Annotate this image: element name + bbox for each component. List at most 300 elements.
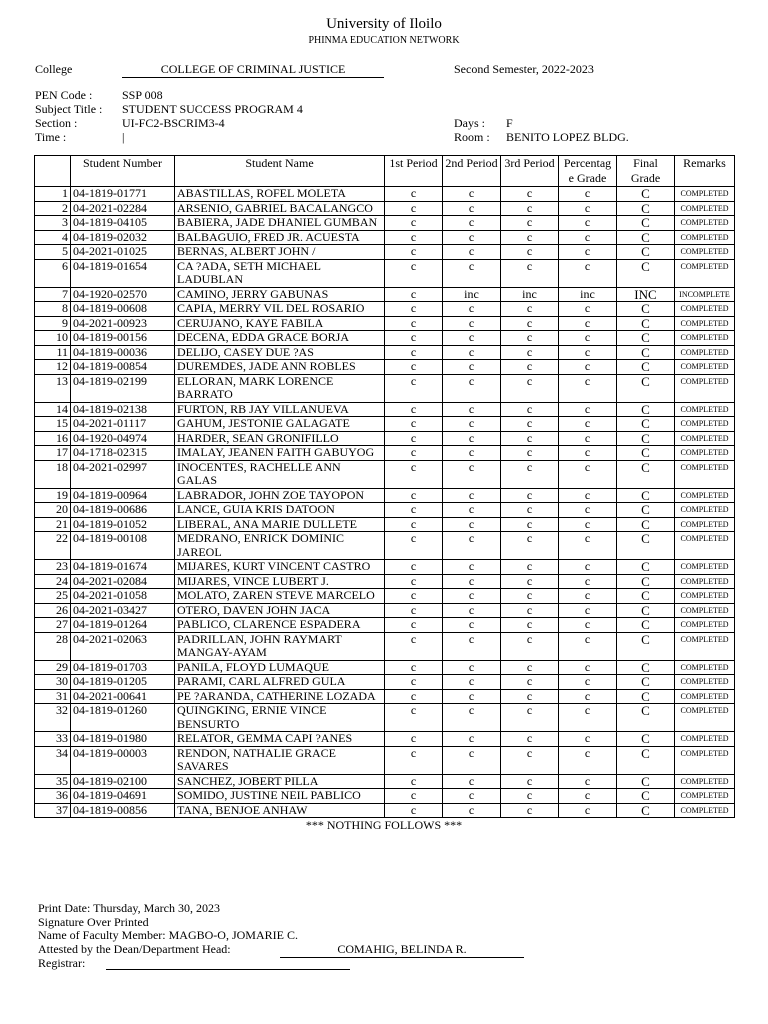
final-grade-cell: C (617, 560, 675, 575)
first-period-cell: c (385, 287, 443, 302)
row-number-cell: 11 (35, 345, 71, 360)
col-header-student-name: Student Name (175, 156, 385, 187)
remarks-cell: COMPLETED (675, 789, 735, 804)
third-period-cell: inc (501, 287, 559, 302)
first-period-cell: c (385, 517, 443, 532)
college-label: College (35, 62, 73, 76)
remarks-cell: COMPLETED (675, 331, 735, 346)
second-period-cell: c (443, 417, 501, 432)
first-period-cell: c (385, 803, 443, 818)
remarks-cell: COMPLETED (675, 374, 735, 402)
percentage-grade-cell: c (559, 574, 617, 589)
student-name-cell: MIJARES, KURT VINCENT CASTRO (175, 560, 385, 575)
final-grade-cell: C (617, 517, 675, 532)
percentage-grade-cell: c (559, 431, 617, 446)
table-row (35, 517, 735, 532)
first-period-cell: c (385, 704, 443, 732)
student-number-cell: 04-1819-01264 (71, 618, 175, 633)
col-header-percentage-grade: Percentag e Grade (559, 156, 617, 187)
row-number-cell: 34 (35, 746, 71, 774)
student-name-cell: FURTON, RB JAY VILLANUEVA (175, 402, 385, 417)
remarks-cell: COMPLETED (675, 618, 735, 633)
third-period-cell: c (501, 774, 559, 789)
percentage-grade-cell: c (559, 446, 617, 461)
final-grade-cell: C (617, 187, 675, 202)
third-period-cell: c (501, 345, 559, 360)
first-period-cell: c (385, 488, 443, 503)
row-number-cell: 25 (35, 589, 71, 604)
remarks-cell: COMPLETED (675, 431, 735, 446)
table-row (35, 746, 735, 774)
student-number-cell: 04-1819-02100 (71, 774, 175, 789)
first-period-cell: c (385, 417, 443, 432)
student-number-cell: 04-1819-00856 (71, 803, 175, 818)
student-name-cell: MEDRANO, ENRICK DOMINIC JAREOL (175, 532, 385, 560)
student-name-cell: IMALAY, JEANEN FAITH GABUYOG (175, 446, 385, 461)
student-name-cell: OTERO, DAVEN JOHN JACA (175, 603, 385, 618)
second-period-cell: c (443, 675, 501, 690)
remarks-cell: COMPLETED (675, 230, 735, 245)
student-name-cell: SANCHEZ, JOBERT PILLA (175, 774, 385, 789)
first-period-cell: c (385, 446, 443, 461)
table-row (35, 574, 735, 589)
student-name-cell: GAHUM, JESTONIE GALAGATE (175, 417, 385, 432)
final-grade-cell: C (617, 789, 675, 804)
first-period-cell: c (385, 460, 443, 488)
student-number-cell: 04-1819-01052 (71, 517, 175, 532)
third-period-cell: c (501, 660, 559, 675)
student-number-cell: 04-2021-02284 (71, 201, 175, 216)
row-number-cell: 4 (35, 230, 71, 245)
student-number-cell: 04-1819-04691 (71, 789, 175, 804)
percentage-grade-cell: c (559, 230, 617, 245)
student-number-cell: 04-1920-02570 (71, 287, 175, 302)
nothing-follows: *** NOTHING FOLLOWS *** (305, 818, 463, 832)
first-period-cell: c (385, 216, 443, 231)
col-header-remarks: Remarks (675, 156, 735, 187)
third-period-cell: c (501, 560, 559, 575)
days: F (506, 116, 513, 130)
third-period-cell: c (501, 689, 559, 704)
first-period-cell: c (385, 532, 443, 560)
table-row (35, 417, 735, 432)
second-period-cell: c (443, 302, 501, 317)
table-row (35, 660, 735, 675)
second-period-cell: c (443, 632, 501, 660)
table-row (35, 374, 735, 402)
col-header-1st-period: 1st Period (385, 156, 443, 187)
row-number-cell: 29 (35, 660, 71, 675)
student-name-cell: LIBERAL, ANA MARIE DULLETE (175, 517, 385, 532)
second-period-cell: c (443, 704, 501, 732)
first-period-cell: c (385, 360, 443, 375)
second-period-cell: c (443, 245, 501, 260)
remarks-cell: COMPLETED (675, 603, 735, 618)
row-number-cell: 15 (35, 417, 71, 432)
room-label: Room : (454, 130, 490, 144)
student-name-cell: BERNAS, ALBERT JOHN / (175, 245, 385, 260)
third-period-cell: c (501, 460, 559, 488)
print-date: Print Date: Thursday, March 30, 2023 (38, 901, 220, 915)
second-period-cell: c (443, 460, 501, 488)
second-period-cell: c (443, 746, 501, 774)
remarks-cell: COMPLETED (675, 302, 735, 317)
percentage-grade-cell: c (559, 360, 617, 375)
row-number-cell: 8 (35, 302, 71, 317)
second-period-cell: c (443, 503, 501, 518)
final-grade-cell: C (617, 660, 675, 675)
student-number-cell: 04-1819-01654 (71, 259, 175, 287)
first-period-cell: c (385, 331, 443, 346)
first-period-cell: c (385, 574, 443, 589)
final-grade-cell: C (617, 201, 675, 216)
final-grade-cell: C (617, 732, 675, 747)
student-number-cell: 04-1819-00608 (71, 302, 175, 317)
percentage-grade-cell: c (559, 732, 617, 747)
table-row (35, 302, 735, 317)
student-name-cell: MOLATO, ZAREN STEVE MARCELO (175, 589, 385, 604)
row-number-cell: 37 (35, 803, 71, 818)
second-period-cell: c (443, 618, 501, 633)
remarks-cell: COMPLETED (675, 216, 735, 231)
percentage-grade-cell: c (559, 417, 617, 432)
row-number-cell: 1 (35, 187, 71, 202)
first-period-cell: c (385, 402, 443, 417)
table-row (35, 488, 735, 503)
student-number-cell: 04-2021-02063 (71, 632, 175, 660)
time: | (122, 130, 125, 144)
student-number-cell: 04-1819-00686 (71, 503, 175, 518)
final-grade-cell: C (617, 216, 675, 231)
first-period-cell: c (385, 632, 443, 660)
remarks-cell: COMPLETED (675, 460, 735, 488)
student-name-cell: PADRILLAN, JOHN RAYMART MANGAY-AYAM (175, 632, 385, 660)
third-period-cell: c (501, 632, 559, 660)
faculty-name: Name of Faculty Member: MAGBO-O, JOMARIE C. (38, 928, 298, 942)
remarks-cell: COMPLETED (675, 746, 735, 774)
second-period-cell: c (443, 732, 501, 747)
student-number-cell: 04-2021-02084 (71, 574, 175, 589)
second-period-cell: c (443, 689, 501, 704)
remarks-cell: COMPLETED (675, 345, 735, 360)
student-name-cell: CA ?ADA, SETH MICHAEL LADUBLAN (175, 259, 385, 287)
percentage-grade-cell: c (559, 488, 617, 503)
second-period-cell: c (443, 230, 501, 245)
table-row (35, 589, 735, 604)
first-period-cell: c (385, 589, 443, 604)
student-name-cell: BABIERA, JADE DHANIEL GUMBAN (175, 216, 385, 231)
row-number-cell: 17 (35, 446, 71, 461)
first-period-cell: c (385, 245, 443, 260)
final-grade-cell: C (617, 259, 675, 287)
final-grade-cell: C (617, 316, 675, 331)
third-period-cell: c (501, 603, 559, 618)
first-period-cell: c (385, 316, 443, 331)
row-number-cell: 18 (35, 460, 71, 488)
table-row (35, 316, 735, 331)
semester: Second Semester, 2022-2023 (454, 62, 594, 76)
third-period-cell: c (501, 216, 559, 231)
percentage-grade-cell: c (559, 245, 617, 260)
row-number-cell: 6 (35, 259, 71, 287)
second-period-cell: c (443, 660, 501, 675)
pen-code-label: PEN Code : (35, 88, 93, 102)
second-period-cell: c (443, 560, 501, 575)
section: UI-FC2-BSCRIM3-4 (122, 116, 225, 130)
percentage-grade-cell: c (559, 689, 617, 704)
percentage-grade-cell: c (559, 603, 617, 618)
grades-table (34, 155, 735, 818)
first-period-cell: c (385, 201, 443, 216)
row-number-cell: 19 (35, 488, 71, 503)
table-row (35, 345, 735, 360)
row-number-cell: 28 (35, 632, 71, 660)
university-title: University of Iloilo (326, 16, 442, 32)
third-period-cell: c (501, 446, 559, 461)
second-period-cell: c (443, 803, 501, 818)
section-label: Section : (35, 116, 78, 130)
final-grade-cell: C (617, 431, 675, 446)
remarks-cell: COMPLETED (675, 360, 735, 375)
table-row (35, 618, 735, 633)
third-period-cell: c (501, 201, 559, 216)
row-number-cell: 32 (35, 704, 71, 732)
third-period-cell: c (501, 675, 559, 690)
percentage-grade-cell: c (559, 618, 617, 633)
percentage-grade-cell: c (559, 517, 617, 532)
final-grade-cell: C (617, 618, 675, 633)
remarks-cell: COMPLETED (675, 402, 735, 417)
final-grade-cell: INC (617, 287, 675, 302)
table-row (35, 245, 735, 260)
remarks-cell: COMPLETED (675, 532, 735, 560)
col-header-final-grade: Final Grade (617, 156, 675, 187)
student-name-cell: QUINGKING, ERNIE VINCE BENSURTO (175, 704, 385, 732)
second-period-cell: c (443, 774, 501, 789)
student-name-cell: PE ?ARANDA, CATHERINE LOZADA (175, 689, 385, 704)
col-header-3rd-period: 3rd Period (501, 156, 559, 187)
student-number-cell: 04-1819-01260 (71, 704, 175, 732)
final-grade-cell: C (617, 402, 675, 417)
row-number-cell: 21 (35, 517, 71, 532)
row-number-cell: 33 (35, 732, 71, 747)
room: BENITO LOPEZ BLDG. (506, 130, 629, 144)
pen-code: SSP 008 (122, 88, 163, 102)
time-label: Time : (35, 130, 67, 144)
percentage-grade-cell: c (559, 302, 617, 317)
row-number-cell: 2 (35, 201, 71, 216)
first-period-cell: c (385, 560, 443, 575)
table-row (35, 460, 735, 488)
days-label: Days : (454, 116, 485, 130)
student-number-cell: 04-1819-01980 (71, 732, 175, 747)
percentage-grade-cell: c (559, 345, 617, 360)
table-row (35, 675, 735, 690)
table-row (35, 732, 735, 747)
third-period-cell: c (501, 316, 559, 331)
third-period-cell: c (501, 574, 559, 589)
table-row (35, 187, 735, 202)
remarks-cell: COMPLETED (675, 574, 735, 589)
student-number-cell: 04-2021-01117 (71, 417, 175, 432)
student-number-cell: 04-2021-02997 (71, 460, 175, 488)
student-name-cell: TANA, BENJOE ANHAW (175, 803, 385, 818)
table-row (35, 603, 735, 618)
table-row (35, 632, 735, 660)
final-grade-cell: C (617, 245, 675, 260)
percentage-grade-cell: c (559, 374, 617, 402)
student-number-cell: 04-2021-01025 (71, 245, 175, 260)
remarks-cell: COMPLETED (675, 704, 735, 732)
student-number-cell: 04-1819-02199 (71, 374, 175, 402)
percentage-grade-cell: c (559, 746, 617, 774)
student-name-cell: SOMIDO, JUSTINE NEIL PABLICO (175, 789, 385, 804)
table-row (35, 230, 735, 245)
row-number-cell: 23 (35, 560, 71, 575)
percentage-grade-cell: inc (559, 287, 617, 302)
row-number-cell: 31 (35, 689, 71, 704)
first-period-cell: c (385, 746, 443, 774)
student-number-cell: 04-1819-00854 (71, 360, 175, 375)
final-grade-cell: C (617, 589, 675, 604)
first-period-cell: c (385, 689, 443, 704)
student-number-cell: 04-1819-00003 (71, 746, 175, 774)
final-grade-cell: C (617, 230, 675, 245)
final-grade-cell: C (617, 632, 675, 660)
first-period-cell: c (385, 374, 443, 402)
subject-title-label: Subject Title : (35, 102, 103, 116)
second-period-cell: c (443, 187, 501, 202)
third-period-cell: c (501, 417, 559, 432)
final-grade-cell: C (617, 488, 675, 503)
second-period-cell: c (443, 789, 501, 804)
student-number-cell: 04-2021-00641 (71, 689, 175, 704)
remarks-cell: INCOMPLETE (675, 287, 735, 302)
row-number-cell: 24 (35, 574, 71, 589)
col-header-number (35, 156, 71, 187)
table-row (35, 503, 735, 518)
table-row (35, 704, 735, 732)
percentage-grade-cell: c (559, 532, 617, 560)
percentage-grade-cell: c (559, 675, 617, 690)
final-grade-cell: C (617, 460, 675, 488)
second-period-cell: c (443, 201, 501, 216)
network-subtitle: PHINMA EDUCATION NETWORK (308, 35, 460, 46)
remarks-cell: COMPLETED (675, 675, 735, 690)
first-period-cell: c (385, 302, 443, 317)
remarks-cell: COMPLETED (675, 417, 735, 432)
row-number-cell: 12 (35, 360, 71, 375)
second-period-cell: inc (443, 287, 501, 302)
signature-caption: Signature Over Printed (38, 915, 149, 929)
row-number-cell: 35 (35, 774, 71, 789)
student-name-cell: DUREMDES, JADE ANN ROBLES (175, 360, 385, 375)
first-period-cell: c (385, 503, 443, 518)
final-grade-cell: C (617, 302, 675, 317)
student-name-cell: ELLORAN, MARK LORENCE BARRATO (175, 374, 385, 402)
student-name-cell: CERUJANO, KAYE FABILA (175, 316, 385, 331)
student-name-cell: MIJARES, VINCE LUBERT J. (175, 574, 385, 589)
percentage-grade-cell: c (559, 187, 617, 202)
third-period-cell: c (501, 431, 559, 446)
final-grade-cell: C (617, 532, 675, 560)
percentage-grade-cell: c (559, 316, 617, 331)
third-period-cell: c (501, 187, 559, 202)
first-period-cell: c (385, 774, 443, 789)
student-number-cell: 04-1920-04974 (71, 431, 175, 446)
remarks-cell: COMPLETED (675, 803, 735, 818)
final-grade-cell: C (617, 374, 675, 402)
remarks-cell: COMPLETED (675, 589, 735, 604)
row-number-cell: 5 (35, 245, 71, 260)
first-period-cell: c (385, 345, 443, 360)
table-body (35, 187, 735, 818)
third-period-cell: c (501, 230, 559, 245)
final-grade-cell: C (617, 689, 675, 704)
student-name-cell: DELIJO, CASEY DUE ?AS (175, 345, 385, 360)
second-period-cell: c (443, 345, 501, 360)
registrar-signature-line (106, 956, 350, 970)
final-grade-cell: C (617, 345, 675, 360)
percentage-grade-cell: c (559, 589, 617, 604)
final-grade-cell: C (617, 446, 675, 461)
row-number-cell: 22 (35, 532, 71, 560)
percentage-grade-cell: c (559, 789, 617, 804)
final-grade-cell: C (617, 746, 675, 774)
third-period-cell: c (501, 746, 559, 774)
student-name-cell: LANCE, GUIA KRIS DATOON (175, 503, 385, 518)
student-name-cell: BALBAGUIO, FRED JR. ACUESTA (175, 230, 385, 245)
student-name-cell: RELATOR, GEMMA CAPI ?ANES (175, 732, 385, 747)
remarks-cell: COMPLETED (675, 446, 735, 461)
final-grade-cell: C (617, 503, 675, 518)
third-period-cell: c (501, 803, 559, 818)
first-period-cell: c (385, 230, 443, 245)
table-row (35, 360, 735, 375)
student-number-cell: 04-1819-01703 (71, 660, 175, 675)
final-grade-cell: C (617, 417, 675, 432)
student-name-cell: CAPIA, MERRY VIL DEL ROSARIO (175, 302, 385, 317)
student-name-cell: PANILA, FLOYD LUMAQUE (175, 660, 385, 675)
third-period-cell: c (501, 532, 559, 560)
student-name-cell: INOCENTES, RACHELLE ANN GALAS (175, 460, 385, 488)
second-period-cell: c (443, 402, 501, 417)
table-row (35, 287, 735, 302)
college-name: COLLEGE OF CRIMINAL JUSTICE (122, 62, 384, 78)
percentage-grade-cell: c (559, 660, 617, 675)
col-header-2nd-period: 2nd Period (443, 156, 501, 187)
percentage-grade-cell: c (559, 259, 617, 287)
final-grade-cell: C (617, 331, 675, 346)
student-number-cell: 04-2021-01058 (71, 589, 175, 604)
remarks-cell: COMPLETED (675, 503, 735, 518)
final-grade-cell: C (617, 803, 675, 818)
remarks-cell: COMPLETED (675, 632, 735, 660)
percentage-grade-cell: c (559, 216, 617, 231)
third-period-cell: c (501, 789, 559, 804)
student-number-cell: 04-1819-00156 (71, 331, 175, 346)
row-number-cell: 26 (35, 603, 71, 618)
student-name-cell: RENDON, NATHALIE GRACE SAVARES (175, 746, 385, 774)
first-period-cell: c (385, 789, 443, 804)
third-period-cell: c (501, 331, 559, 346)
table-row (35, 446, 735, 461)
dean-name: COMAHIG, BELINDA R. (280, 942, 524, 958)
student-name-cell: ARSENIO, GABRIEL BACALANGCO (175, 201, 385, 216)
row-number-cell: 10 (35, 331, 71, 346)
row-number-cell: 20 (35, 503, 71, 518)
second-period-cell: c (443, 532, 501, 560)
